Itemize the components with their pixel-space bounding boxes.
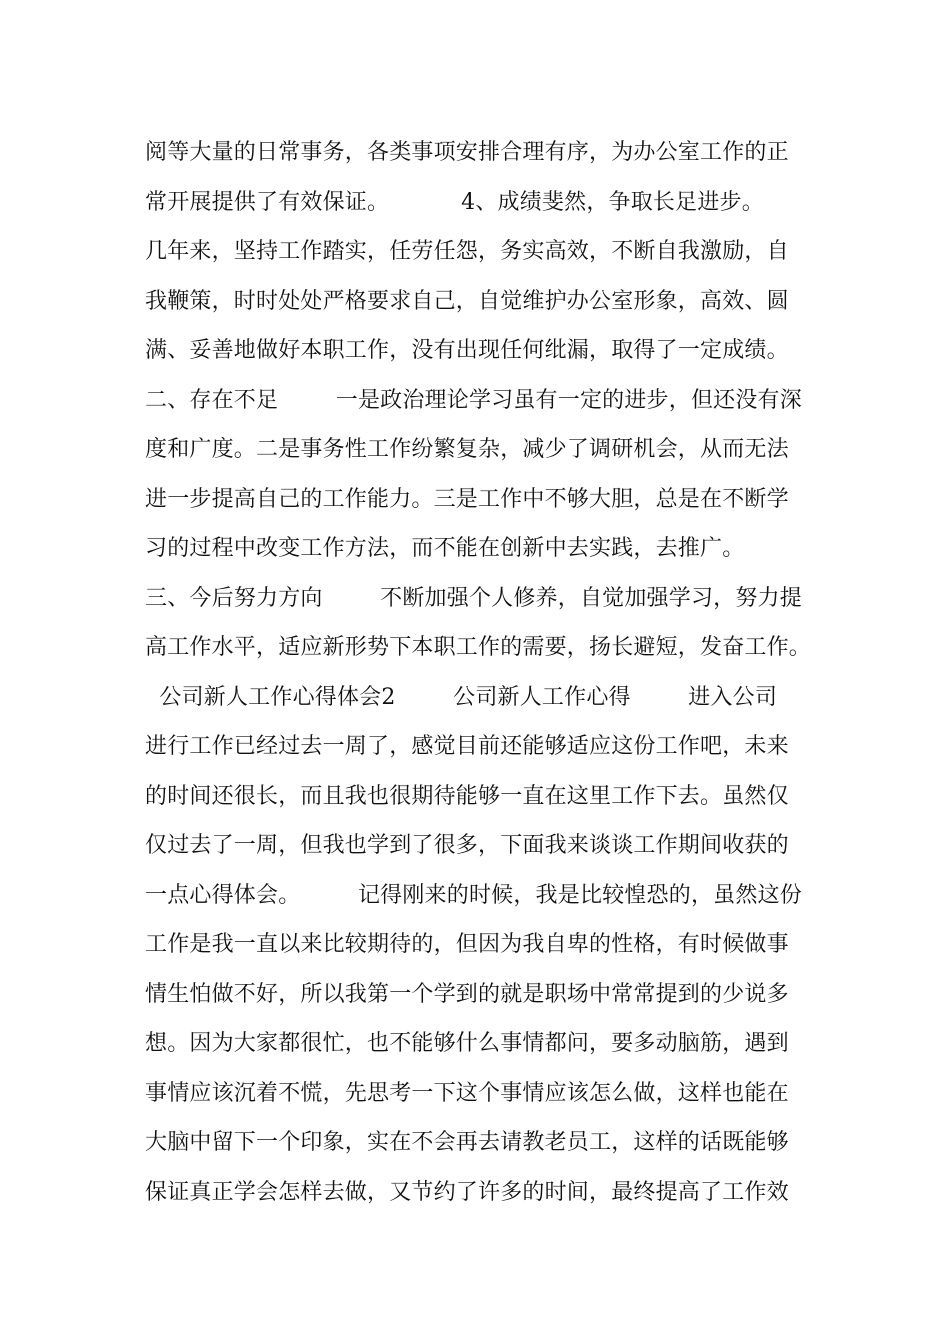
text-line: 我鞭策，时时处处严格要求自己，自觉维护办公室形象，高效、圆 xyxy=(145,288,789,314)
body-text xyxy=(145,128,825,1217)
text-line: 的时间还很长，而且我也很期待能够一直在这里工作下去。虽然仅 xyxy=(145,783,789,809)
text-line: 工作是我一直以来比较期待的，但因为我自卑的性格，有时候做事 xyxy=(145,932,789,957)
text-line: 大脑中留下一个印象，实在不会再去请教老员工，这样的话既能够 xyxy=(145,1130,789,1155)
text-line: 进行工作已经过去一周了，感觉目前还能够适应这份工作吧，未来 xyxy=(145,734,789,759)
text-line: 事情应该沉着不慌，先思考一下这个事情应该怎么做，这样也能在 xyxy=(145,1080,789,1106)
text-line: 保证真正学会怎样去做，又节约了许多的时间，最终提高了工作效 xyxy=(145,1179,789,1205)
text-line: 习的过程中改变工作方法，而不能在创新中去实践，去推广。 xyxy=(145,536,745,561)
text-line: 仅过去了一周，但我也学到了很多，下面我来谈谈工作期间收获的 xyxy=(145,833,789,858)
text-line: 进一步提高自己的工作能力。三是工作中不够大胆，总是在不断学 xyxy=(145,486,789,512)
section-heading-line: 二、存在不足 一是政治理论学习虽有一定的进步，但还没有深 xyxy=(145,387,802,413)
text-line: 一点心得体会。 记得刚来的时候，我是比较惶恐的，虽然这份 xyxy=(145,882,802,908)
text-line: 几年来，坚持工作踏实，任劳任怨，务实高效，不断自我激励，自 xyxy=(145,239,789,264)
text-line: 常开展提供了有效保证。 4、成绩斐然，争取长足进步。 xyxy=(145,189,764,215)
text-line: 度和广度。二是事务性工作纷繁复杂，减少了调研机会，从而无法 xyxy=(145,437,789,462)
text-line: 高工作水平，适应新形势下本职工作的需要，扬长避短，发奋工作。 xyxy=(145,635,812,660)
text-line: 阅等大量的日常事务，各类事项安排合理有序，为办公室工作的正 xyxy=(145,140,789,165)
section-heading-line: 三、今后努力方向 不断加强个人修养，自觉加强学习，努力提 xyxy=(145,585,802,611)
article-title-line: 公司新人工作心得体会2 公司新人工作心得 进入公司 xyxy=(145,684,778,710)
text-line: 情生怕做不好，所以我第一个学到的就是职场中常常提到的少说多 xyxy=(145,981,789,1007)
text-line: 想。因为大家都很忙，也不能够什么事情都问，要多动脑筋，遇到 xyxy=(145,1031,789,1056)
text-line: 满、妥善地做好本职工作，没有出现任何纰漏，取得了一定成绩。 xyxy=(145,338,789,363)
